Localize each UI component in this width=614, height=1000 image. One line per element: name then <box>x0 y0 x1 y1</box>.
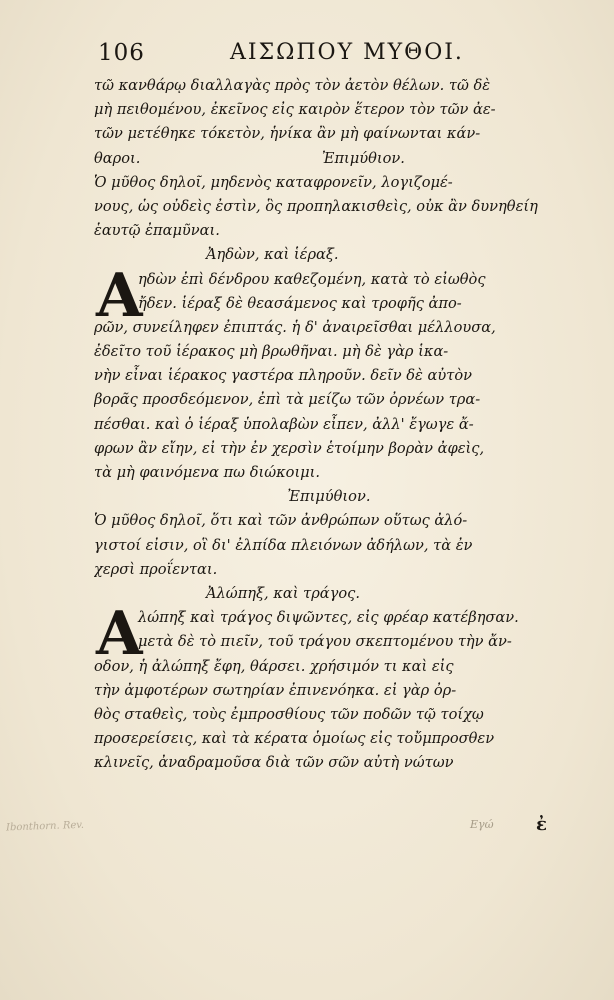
text-line: τὰ μὴ φαινόμενα πω διώκοιμι. <box>94 464 321 481</box>
text-line: κλινεῖς, ἀναδραμοῦσα διὰ τῶν σῶν αὐτὴ νώτων <box>94 754 454 772</box>
fable-title: Ἀηδὼν, καὶ ἱέραξ. <box>206 246 339 264</box>
text-line: ηδὼν ἐπὶ δένδρου καθεζομένη, κατὰ τὸ εἰωθὸς <box>138 270 486 288</box>
text-line: τῶν μετέθηκε τόκετὸν, ἡνίκα ἂν μὴ φαίνωνται κάν- <box>94 125 481 143</box>
drop-cap: Α <box>96 599 143 670</box>
text-line: ἤδεν. ἱέραξ δὲ θεασάμενος καὶ τροφῆς ἀπο- <box>138 294 462 312</box>
handwritten-marginal-note: Ibonthorn. Rev. <box>5 819 85 834</box>
fable-title: Ἀλώπηξ, καὶ τράγος. <box>206 584 360 602</box>
text-line: λώπηξ καὶ τράγος διψῶντες, εἰς φρέαρ κατέβησαν. <box>138 609 519 627</box>
text-line: τὴν ἀμφοτέρων σωτηρίαν ἐπινενόηκα. εἰ γὰρ ὀρ- <box>94 681 457 699</box>
moral-heading: Ἐπιμύθιον. <box>322 149 405 167</box>
text-line: πέσθαι. καὶ ὁ ἱέραξ ὑπολαβὼν εἶπεν, ἀλλ' ἔγωγε ἄ- <box>94 415 474 433</box>
text-line: φρων ἂν εἴην, εἰ τὴν ἐν χερσὶν ἑτοίμην βορὰν ἀφεὶς, <box>94 439 485 457</box>
catchword: ἐ <box>536 814 547 835</box>
text-fragment: θαροι. <box>94 149 141 167</box>
text-line: Ὁ μῦθος δηλοῖ, ὅτι καὶ τῶν ἀνθρώπων οὕτως ἀλό- <box>94 512 468 530</box>
pencil-mark: Εγώ <box>470 818 494 831</box>
text-line: Ὁ μῦθος δηλοῖ, μηδενὸς καταφρονεῖν, λογιζομέ- <box>94 173 453 191</box>
page-number: 106 <box>98 40 145 66</box>
text-line: ἐδεῖτο τοῦ ἱέρακος μὴ βρωθῆναι. μὴ δὲ γὰρ ἱκα- <box>94 343 449 361</box>
text-line-with-heading <box>94 147 564 171</box>
text-line: θὸς σταθεὶς, τοὺς ἐμπροσθίους τῶν ποδῶν τῷ τοίχῳ <box>94 705 484 723</box>
text-line: βορᾶς προσδεόμενον, ἐπὶ τὰ μείζω τῶν ὀρνέων τρα- <box>94 391 481 409</box>
text-line: γιστοί εἰσιν, οἳ δι' ἐλπίδα πλειόνων ἀδήλων, τὰ ἐν <box>94 536 473 554</box>
text-line: τῶ κανθάρῳ διαλλαγὰς πρὸς τὸν ἀετὸν θέλων. τῶ δὲ <box>94 77 491 94</box>
text-line: ρῶν, συνείληφεν ἐπιπτάς. ἡ δ' ἀναιρεῖσθαι μέλλουσα, <box>94 318 496 336</box>
drop-cap: Α <box>96 260 143 331</box>
text-line: μετὰ δὲ τὸ πιεῖν, τοῦ τράγου σκεπτομένου τὴν ἄν- <box>138 633 512 651</box>
page-header <box>98 40 468 70</box>
text-line: προσερείσεις, καὶ τὰ κέρατα ὁμοίως εἰς τοὔμπροσθεν <box>94 730 495 748</box>
text-line: νὴν εἶναι ἱέρακος γαστέρα πληροῦν. δεῖν δὲ αὐτὸν <box>94 367 472 385</box>
running-title: ΑΙΣΩΠΟΥ ΜΥΘΟΙ. <box>230 40 464 65</box>
text-line: ἑαυτῷ ἐπαμῦναι. <box>94 222 220 240</box>
fable-paragraph <box>94 260 564 486</box>
moral-heading: Ἐπιμύθιον. <box>287 488 371 506</box>
text-line: μὴ πειθομένου, ἐκεῖνος εἰς καιρὸν ἕτερον τὸν τῶν ἀε- <box>94 101 496 119</box>
main-text <box>94 74 564 775</box>
text-line: οδον, ἡ ἀλώπηξ ἔφη, θάρσει. χρήσιμόν τι καὶ εἰς <box>94 657 454 675</box>
text-line: νους, ὡς οὐδεὶς ἐστὶν, ὃς προπηλακισθεὶς, οὐκ ἂν δυνηθείη <box>94 197 538 215</box>
text-line: χερσὶ προΐενται. <box>94 560 218 578</box>
fable-paragraph <box>94 599 564 775</box>
